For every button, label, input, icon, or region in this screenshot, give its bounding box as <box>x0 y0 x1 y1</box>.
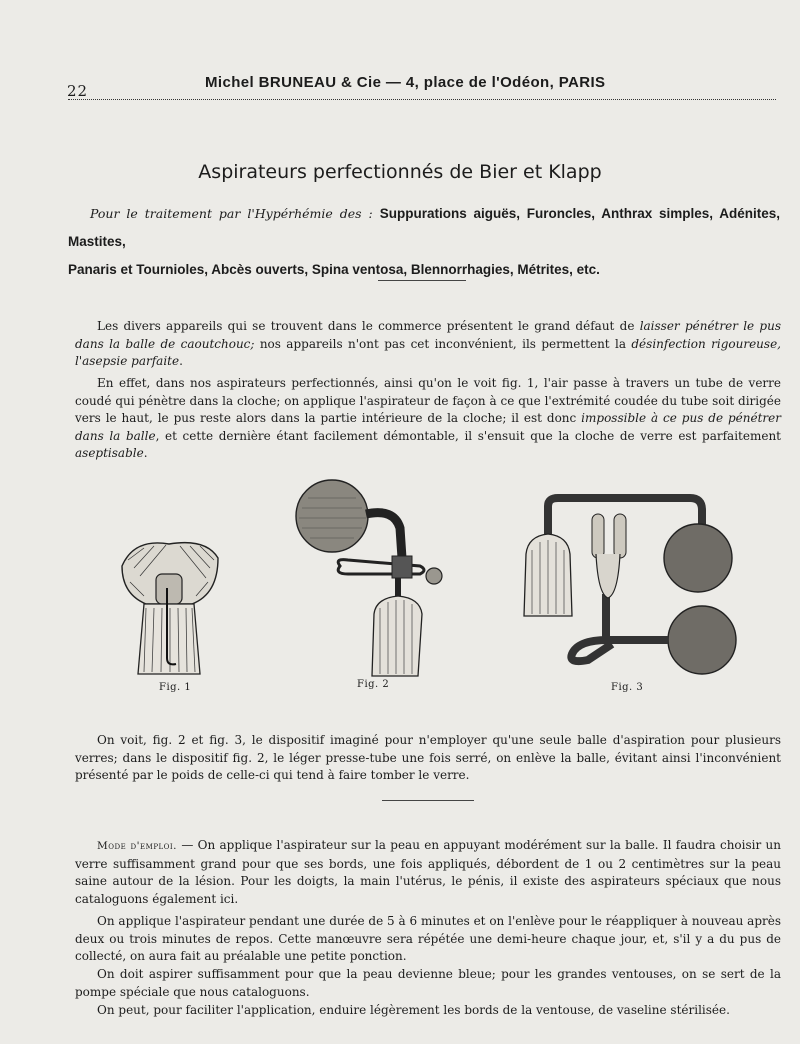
paragraph-aspiration: On doit aspirer suffisamment pour que la peau devienne bleue; pour les grandes ventouses, on se sert de la pompe spéciale que nous cataloguons. <box>75 967 781 999</box>
intro-conditions-1: Suppurations aiguës, Furoncles, Anthrax simples, Adénites, Mastites, <box>68 206 780 249</box>
paragraph-explanation: En effet, dans nos aspirateurs perfectionnés, ainsi qu'on le voit fig. 1, l'air passe à travers un tube de verre coudé qui pénètre dans la cloche; on applique l'aspirateur de façon à ce que l'extrémité coudée du tube soit dirigée vers le haut, le pus reste alors dans la partie intérieure de la cloche; il est donc impossible à ce pus de pénétrer dans la balle, et cette dernière étant facilement démontable, il s'ensuit que la cloche de verre est parfaitement aseptisable. <box>75 376 781 460</box>
separator-rule-1 <box>378 280 466 281</box>
intro-paragraph <box>68 200 780 284</box>
figure-2-illustration <box>294 478 444 678</box>
figure-3-caption: Fig. 3 <box>611 682 644 693</box>
page-number: 22 <box>67 82 89 100</box>
intro-conditions-2: Panaris et Tournioles, Abcès ouverts, Spina ventosa, Blennorrhagies, Métrites, etc. <box>68 262 600 277</box>
paragraph-application: On peut, pour faciliter l'application, enduire légèrement les bords de la ventouse, de vaseline stérilisée. <box>97 1003 730 1017</box>
mode-label: Mode d'emploi. <box>97 840 178 852</box>
running-head: Michel BRUNEAU & Cie — 4, place de l'Odéon, PARIS <box>205 74 606 91</box>
page-title: Aspirateurs perfectionnés de Bier et Klapp <box>198 161 602 183</box>
separator-rule-2 <box>382 800 474 801</box>
paragraph-figures: On voit, fig. 2 et fig. 3, le dispositif imaginé pour n'employer qu'une seule balle d'aspiration pour plusieurs verres; dans le dispositif fig. 2, le léger presse-tube une fois serré, on enlève la balle, évitant ainsi l'inconvénient présenté par le poids de celle-ci qui tend à faire tomber le verre. <box>75 733 781 782</box>
intro-lead: Pour le traitement par l'Hypérhémie des : <box>90 206 380 221</box>
figure-1-caption: Fig. 1 <box>159 682 192 693</box>
figure-1-illustration <box>114 538 224 678</box>
paragraph-duration: On applique l'aspirateur pendant une durée de 5 à 6 minutes et on l'enlève pour le réappliquer à nouveau après deux ou trois minutes de repos. Cette manœuvre sera répétée une demi-heure chaque jour, et, s'il y a du pus de collecté, on aura fait au préalable une petite ponction. <box>75 914 781 963</box>
paragraph-mode-emploi: Mode d'emploi. — On applique l'aspirateur sur la peau en appuyant modérément sur la balle. Il faudra choisir un verre suffisamment grand pour que ses bords, une fois appliqués, débordent de 1 ou 2 centimètres sur la peau saine autour de la lésion. Pour les doigts, la main l'utérus, le pénis, il existe des aspirateurs spéciaux que nous cataloguons également ici. <box>75 838 781 906</box>
figure-3-illustration <box>518 494 738 679</box>
paragraph-defect: Les divers appareils qui se trouvent dans le commerce présentent le grand défaut de laisser pénétrer le pus dans la balle de caoutchouc; nos appareils n'ont pas cet inconvénient, ils permettent la désinfection rigoureuse, l'asepsie parfaite. <box>75 319 781 368</box>
header-rule <box>68 99 776 100</box>
figure-2-caption: Fig. 2 <box>357 679 390 690</box>
